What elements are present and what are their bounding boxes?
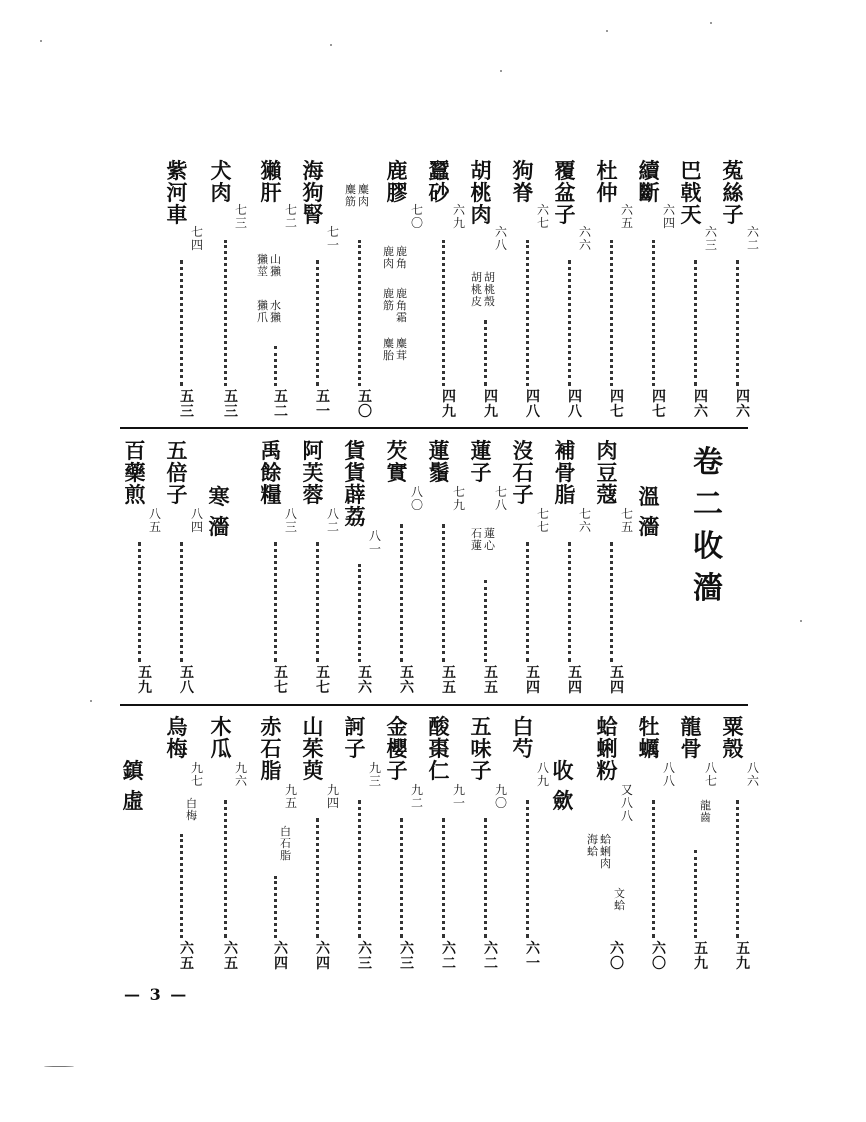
- entry-name: 鹿膠: [386, 158, 408, 205]
- entry-note: 石蓮: [471, 527, 482, 552]
- toc-entry: [720, 716, 762, 978]
- leader-dots: [484, 320, 491, 386]
- entry-page: 六二: [484, 941, 498, 972]
- entry-number: 九三: [368, 761, 381, 788]
- entry-page: 五二: [274, 389, 288, 420]
- leader-dots: [358, 800, 365, 938]
- leader-dots: [224, 240, 231, 386]
- entry-note: 獺莖: [257, 253, 268, 278]
- toc-entry: [594, 160, 636, 422]
- entry-name: 訶子: [344, 714, 366, 761]
- entry-number: 八一: [368, 529, 381, 556]
- entry-page: 四六: [736, 389, 750, 420]
- leader-dots: [526, 240, 533, 386]
- entry-name: 芡實: [386, 438, 408, 485]
- entry-name: 百藥煎: [124, 438, 146, 507]
- leader-dots: [526, 800, 533, 938]
- entry-number: 六七: [536, 203, 549, 230]
- entry-page: 五四: [568, 665, 582, 696]
- toc-entry: [384, 716, 426, 978]
- toc-entry: [300, 716, 342, 978]
- entry-number: 九二: [410, 783, 423, 810]
- section-divider: [120, 427, 748, 429]
- entry-page: 六二: [442, 941, 456, 972]
- entry-page: 四七: [652, 389, 666, 420]
- leader-dots: [180, 542, 187, 662]
- toc-entry: [164, 160, 206, 422]
- leader-dots: [484, 818, 491, 938]
- toc-section-2: [0, 440, 866, 702]
- leader-dots: [526, 542, 533, 662]
- toc-entry: [342, 160, 384, 422]
- entry-notes: [678, 800, 712, 840]
- entry-page: 五五: [442, 665, 456, 696]
- entry-page: 五七: [274, 665, 288, 696]
- leader-dots: [274, 346, 281, 386]
- entry-name: 蛤蜊粉: [596, 714, 618, 783]
- entry-page: 四七: [610, 389, 624, 420]
- entry-number: 七六: [578, 507, 591, 534]
- entry-page: 四九: [442, 389, 456, 420]
- leader-dots: [358, 564, 365, 662]
- toc-entry: [720, 160, 762, 422]
- toc-entry: [636, 716, 678, 978]
- entry-name: 山茱萸: [302, 714, 324, 783]
- entry-number: 八四: [190, 507, 203, 534]
- entry-page: 四八: [568, 389, 582, 420]
- toc-entry: [426, 160, 468, 422]
- entry-notes: [258, 826, 292, 866]
- leader-dots: [694, 260, 701, 386]
- entry-page: 五四: [526, 665, 540, 696]
- toc-entry: [587, 714, 636, 978]
- entry-note: 水獺: [270, 299, 281, 324]
- leader-dots: [274, 876, 281, 938]
- entry-page: 四六: [694, 389, 708, 420]
- entry-name: 蠶砂: [428, 158, 450, 205]
- entry-name: 酸棗仁: [428, 714, 450, 783]
- toc-entry: [678, 716, 720, 978]
- chapter-title: 卷二收濇: [693, 445, 723, 606]
- entry-name: 五倍子: [166, 438, 188, 507]
- leader-dots: [610, 240, 617, 386]
- entry-page: 六一: [526, 941, 540, 972]
- entry-page: 五四: [610, 665, 624, 696]
- entry-page: 六五: [224, 941, 238, 972]
- entry-page: 五五: [484, 665, 498, 696]
- entry-page: 五八: [180, 665, 194, 696]
- subheading-astringe-collect: 收歛: [552, 758, 574, 813]
- entry-note: 胡桃皮: [471, 271, 482, 308]
- entry-number: 八六: [746, 761, 759, 788]
- entry-number: 八五: [148, 507, 161, 534]
- toc-entry: [300, 160, 342, 422]
- toc-entry: [510, 160, 552, 422]
- entry-number: 六五: [620, 203, 633, 230]
- entry-page: 五九: [138, 665, 152, 696]
- entry-note: 龍齒: [700, 799, 711, 824]
- leader-dots: [316, 542, 323, 662]
- entry-page: 五六: [358, 665, 372, 696]
- entry-number: 六三: [704, 225, 717, 252]
- subheading-cold-astringent: 寒濇: [208, 484, 230, 539]
- entry-notes: [248, 300, 282, 340]
- leader-dots: [358, 240, 365, 386]
- entry-name: 狗脊: [512, 158, 534, 205]
- entry-name: 犬肉: [210, 158, 232, 205]
- entry-name: 杜仲: [596, 158, 618, 205]
- entry-page: 四八: [526, 389, 540, 420]
- entry-name: 蓮子: [470, 438, 492, 485]
- leader-dots: [400, 524, 407, 662]
- entry-page: 五三: [180, 389, 194, 420]
- entry-notes: [578, 834, 612, 874]
- entry-note: 海蛤: [587, 833, 598, 858]
- scan-speck: [44, 1066, 74, 1067]
- leader-dots: [180, 260, 187, 386]
- section-divider: [120, 704, 748, 706]
- entry-note: 蓮心: [484, 527, 495, 552]
- entry-name: 龍骨: [680, 714, 702, 761]
- entry-page: 四九: [484, 389, 498, 420]
- leader-dots: [736, 260, 743, 386]
- leader-dots: [224, 800, 231, 938]
- toc-entry: [208, 716, 250, 978]
- entry-page: 五六: [400, 665, 414, 696]
- entry-note: 胡桃殼: [484, 271, 495, 308]
- scan-speck: [330, 44, 332, 46]
- entry-number: 六二: [746, 225, 759, 252]
- entry-page: 六三: [358, 941, 372, 972]
- entry-page: 六〇: [610, 941, 624, 972]
- entry-number: 六四: [662, 203, 675, 230]
- entry-note: 麋茸: [396, 337, 407, 362]
- scan-speck: [500, 70, 502, 72]
- toc-entry: [208, 160, 250, 422]
- entry-page: 六四: [274, 941, 288, 972]
- entry-number: 八八: [662, 761, 675, 788]
- entry-page: 六三: [400, 941, 414, 972]
- leader-dots: [652, 800, 659, 938]
- entry-name: 蓮鬚: [428, 438, 450, 485]
- toc-entry: [342, 716, 384, 978]
- entry-name: 五味子: [470, 714, 492, 783]
- scan-speck: [90, 700, 92, 702]
- entry-number: 六九: [452, 203, 465, 230]
- leader-dots: [610, 542, 617, 662]
- leader-dots: [568, 542, 575, 662]
- entry-number: 七〇: [410, 203, 423, 230]
- entry-name: 粟殼: [722, 714, 744, 761]
- entry-note: 鹿筋: [383, 287, 394, 312]
- entry-notes: [248, 254, 282, 294]
- leader-dots: [138, 542, 145, 662]
- entry-note: 麋筋: [345, 183, 356, 208]
- entry-page: 五九: [736, 941, 750, 972]
- toc-entry: [342, 440, 384, 702]
- entry-number: 八三: [284, 507, 297, 534]
- toc-entry: [258, 440, 300, 702]
- entry-number: 六六: [578, 225, 591, 252]
- entry-note: 麋胎: [383, 337, 394, 362]
- toc-entry: [468, 716, 510, 978]
- leader-dots: [694, 850, 701, 938]
- leader-dots: [484, 580, 491, 662]
- entry-notes: [164, 798, 198, 838]
- toc-entry: [510, 440, 552, 702]
- entry-page: 六五: [180, 941, 194, 972]
- toc-entry: [552, 440, 594, 702]
- entry-number: 九七: [190, 761, 203, 788]
- entry-name: 阿芙蓉: [302, 438, 324, 507]
- entry-page: 六〇: [652, 941, 666, 972]
- entry-page: 六四: [316, 941, 330, 972]
- entry-page: 五〇: [358, 389, 372, 420]
- entry-name: 禹餘糧: [260, 438, 282, 507]
- toc-section-3: [0, 716, 866, 978]
- toc-entry: [258, 160, 300, 422]
- toc-entry: [552, 160, 594, 422]
- entry-name: 覆盆子: [554, 158, 576, 227]
- toc-entry: [468, 440, 510, 702]
- entry-number: 七五: [620, 507, 633, 534]
- entry-note: 白石脂: [280, 825, 291, 862]
- toc-entry: [594, 440, 636, 702]
- entry-note: 鹿角: [396, 245, 407, 270]
- scan-speck: [606, 30, 608, 32]
- entry-page: 五一: [316, 389, 330, 420]
- leader-dots: [316, 818, 323, 938]
- entry-number: 七二: [284, 203, 297, 230]
- entry-note: 麋肉: [358, 183, 369, 208]
- entry-number: 又八八: [620, 783, 633, 823]
- entry-name: 赤石脂: [260, 714, 282, 783]
- toc-entry: [426, 440, 468, 702]
- entry-page: 五七: [316, 665, 330, 696]
- entry-number: 八七: [704, 761, 717, 788]
- entry-name: 木瓜: [210, 714, 232, 761]
- entry-number: 七四: [190, 225, 203, 252]
- toc-entry: [384, 440, 426, 702]
- scan-speck: [800, 620, 802, 622]
- entry-notes: [592, 888, 626, 928]
- toc-entry: [300, 440, 342, 702]
- entry-number: 七八: [494, 485, 507, 512]
- toc-entry: [384, 160, 426, 422]
- entry-number: 七一: [326, 225, 339, 252]
- subheading-warm-astringent: 溫濇: [638, 484, 660, 539]
- entry-number: 八〇: [410, 485, 423, 512]
- entry-number: 七七: [536, 507, 549, 534]
- entry-number: 八九: [536, 761, 549, 788]
- entry-name: 補骨脂: [554, 438, 576, 507]
- entry-name: 金櫻子: [386, 714, 408, 783]
- entry-note: 白梅: [186, 797, 197, 822]
- entry-note: 鹿肉: [383, 245, 394, 270]
- toc-section-1: [0, 160, 866, 422]
- entry-note: 鹿角霜: [396, 287, 407, 324]
- toc-entry: [426, 716, 468, 978]
- entry-number: 九六: [234, 761, 247, 788]
- leader-dots: [316, 260, 323, 386]
- entry-note: 山獺: [270, 253, 281, 278]
- entry-number: 八二: [326, 507, 339, 534]
- entry-name: 菟絲子: [722, 158, 744, 227]
- entry-name: 海狗腎: [302, 158, 324, 227]
- entry-note: 文蛤: [614, 887, 625, 912]
- toc-entry: [164, 716, 206, 978]
- leader-dots: [400, 818, 407, 938]
- subheading-calm-deficiency: 鎮虛: [122, 758, 144, 813]
- entry-name: 貨貨薜荔: [344, 438, 366, 529]
- toc-entry: [164, 440, 206, 702]
- entry-name: 續斷: [638, 158, 660, 205]
- entry-name: 白芍: [512, 714, 534, 761]
- entry-number: 七三: [234, 203, 247, 230]
- entry-note: 獺爪: [257, 299, 268, 324]
- leader-dots: [652, 240, 659, 386]
- entry-name: 獺肝: [260, 158, 282, 205]
- entry-note: 蛤蜊肉: [600, 833, 611, 870]
- leader-dots: [442, 524, 449, 662]
- entry-number: 七九: [452, 485, 465, 512]
- entry-name: 沒石子: [512, 438, 534, 507]
- leader-dots: [736, 800, 743, 938]
- toc-entry: [678, 160, 720, 422]
- leader-dots: [442, 818, 449, 938]
- toc-entry: [122, 440, 164, 702]
- entry-page: 五三: [224, 389, 238, 420]
- entry-number: 六八: [494, 225, 507, 252]
- toc-entry: [258, 716, 300, 978]
- entry-name: 烏梅: [166, 714, 188, 761]
- leader-dots: [274, 542, 281, 662]
- leader-dots: [180, 834, 187, 938]
- toc-entry: [510, 716, 552, 978]
- entry-name: 胡桃肉: [470, 158, 492, 227]
- entry-number: 九〇: [494, 783, 507, 810]
- toc-entry: [636, 160, 678, 422]
- page-number-footer: — 3 —: [124, 985, 189, 1004]
- scan-speck: [710, 22, 712, 24]
- leader-dots: [442, 240, 449, 386]
- entry-page: 五九: [694, 941, 708, 972]
- entry-name: 牡蠣: [638, 714, 660, 761]
- entry-number: 九四: [326, 783, 339, 810]
- entry-number: 九一: [452, 783, 465, 810]
- leader-dots: [568, 260, 575, 386]
- entry-name: 巴戟天: [680, 158, 702, 227]
- entry-name: 肉豆蔻: [596, 438, 618, 507]
- scan-speck: [40, 40, 42, 42]
- entry-number: 九五: [284, 783, 297, 810]
- toc-entry: [468, 160, 510, 422]
- entry-name: 紫河車: [166, 158, 188, 227]
